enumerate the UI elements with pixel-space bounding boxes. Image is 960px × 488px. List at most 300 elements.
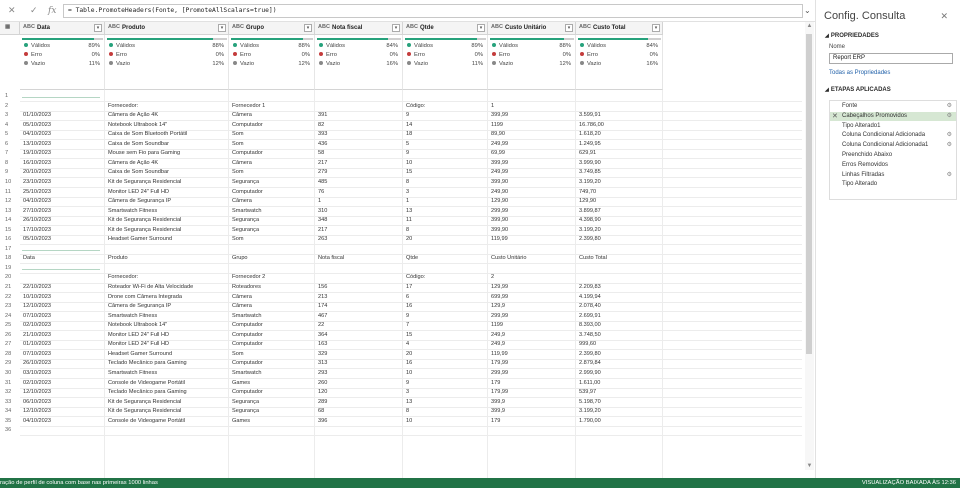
table-cell[interactable]: Segurança — [232, 217, 260, 224]
table-cell[interactable]: 2.078,40 — [579, 303, 601, 310]
table-cell[interactable]: Som — [232, 169, 244, 176]
table-cell[interactable]: 10 — [406, 417, 413, 424]
table-cell[interactable]: Kit de Segurança Residencial — [108, 178, 182, 185]
table-cell[interactable]: Computador — [232, 150, 263, 157]
table-cell[interactable]: Monitor LED 24" Full HD — [108, 341, 170, 348]
table-cell[interactable]: Teclado Mecânico para Gaming — [108, 360, 187, 367]
table-cell[interactable]: Kit de Segurança Residencial — [108, 398, 182, 405]
table-cell[interactable]: 17/10/2023 — [23, 226, 51, 233]
table-cell[interactable] — [229, 426, 315, 435]
table-cell[interactable]: 10 — [406, 159, 413, 166]
table-cell[interactable]: Custo Unitário — [491, 255, 527, 262]
table-cell[interactable]: 8 — [406, 226, 410, 233]
table-cell[interactable] — [576, 426, 663, 435]
table-cell[interactable]: Computador — [232, 188, 263, 195]
type-icon[interactable]: ABC — [318, 24, 330, 30]
table-cell[interactable]: 1 — [318, 198, 322, 205]
table-cell[interactable]: Computador — [232, 360, 263, 367]
table-cell[interactable] — [403, 245, 488, 254]
applied-step-8[interactable] — [830, 180, 956, 190]
table-cell[interactable]: 3.999,90 — [579, 159, 601, 166]
table-cell[interactable]: 12/10/2023 — [23, 408, 51, 415]
table-cell[interactable]: 9 — [406, 112, 410, 119]
table-cell[interactable]: 01/10/2023 — [23, 341, 51, 348]
check-icon[interactable]: ✓ — [30, 6, 38, 16]
table-cell[interactable]: 8.393,00 — [579, 322, 601, 329]
table-cell[interactable] — [315, 426, 403, 435]
gear-icon[interactable]: ⚙ — [946, 112, 952, 119]
table-cell[interactable]: 249,99 — [491, 140, 509, 147]
table-cell[interactable] — [105, 245, 229, 254]
applied-step-6[interactable] — [830, 161, 956, 171]
table-cell[interactable]: Computador — [232, 389, 263, 396]
table-cell[interactable]: 69,99 — [491, 150, 505, 157]
table-cell[interactable]: Kit de Segurança Residencial — [108, 408, 182, 415]
table-cell[interactable]: 22/10/2023 — [23, 284, 51, 290]
table-cell[interactable]: 58 — [318, 150, 325, 157]
table-cell[interactable] — [315, 273, 403, 282]
type-icon[interactable]: ABC — [406, 24, 418, 30]
table-cell[interactable] — [315, 245, 403, 254]
table-cell[interactable]: 76 — [318, 188, 325, 195]
table-cell[interactable]: 399,90 — [491, 217, 509, 224]
chevron-down-icon[interactable]: ▾ — [565, 24, 573, 32]
table-cell[interactable]: Computador — [232, 331, 263, 338]
table-cell[interactable]: 13/10/2023 — [23, 140, 51, 147]
table-cell[interactable]: Câmera de Segurança IP — [108, 198, 172, 205]
vertical-scrollbar[interactable] — [805, 22, 814, 470]
table-cell[interactable]: Som — [232, 350, 244, 357]
table-cell[interactable]: Segurança — [232, 226, 260, 233]
table-cell[interactable]: Som — [232, 236, 244, 243]
table-cell[interactable]: 02/10/2023 — [23, 379, 51, 386]
table-cell[interactable]: 999,60 — [579, 341, 597, 348]
table-cell[interactable]: 4.199,94 — [579, 293, 601, 300]
applied-steps-header[interactable] — [825, 87, 891, 93]
table-cell[interactable]: 2.399,80 — [579, 236, 601, 243]
table-cell[interactable]: 436 — [318, 140, 328, 147]
table-cell[interactable]: 07/10/2023 — [23, 312, 51, 319]
table-cell[interactable]: 279 — [318, 169, 328, 176]
table-cell[interactable]: 26/10/2023 — [23, 217, 51, 224]
table-cell[interactable]: 364 — [318, 331, 328, 338]
type-icon[interactable]: ABC — [232, 24, 244, 30]
table-cell[interactable]: Som — [232, 140, 244, 147]
table-cell[interactable]: 156 — [318, 284, 328, 290]
type-icon[interactable]: ABC — [23, 24, 35, 30]
table-cell[interactable]: 3.899,87 — [579, 207, 601, 214]
table-cell[interactable] — [576, 102, 663, 111]
table-cell[interactable]: 4 — [406, 341, 410, 348]
table-cell[interactable]: Código: — [406, 274, 426, 281]
table-cell[interactable]: Segurança — [232, 178, 260, 185]
table-cell[interactable] — [488, 264, 576, 273]
column-header-2[interactable] — [229, 22, 315, 35]
table-cell[interactable]: 119,99 — [491, 236, 508, 243]
table-cell[interactable]: Câmera — [232, 303, 252, 310]
table-cell[interactable]: 174 — [318, 303, 328, 310]
table-cell[interactable]: Caixa de Som Soundbar — [108, 140, 169, 147]
table-cell[interactable]: Smartwatch Fitness — [108, 207, 158, 214]
table-cell[interactable]: 3 — [406, 188, 410, 195]
applied-step-1[interactable] — [830, 112, 956, 122]
table-cell[interactable]: 10 — [406, 369, 413, 376]
table-cell[interactable] — [315, 264, 403, 273]
table-cell[interactable]: Computador — [232, 341, 263, 348]
table-cell[interactable]: 20 — [406, 236, 413, 243]
table-cell[interactable]: 179 — [491, 417, 501, 424]
chevron-down-icon[interactable]: ▾ — [94, 24, 102, 32]
table-cell[interactable]: 15 — [406, 169, 413, 176]
table-cell[interactable]: 3.199,20 — [579, 226, 601, 233]
table-cell[interactable]: 04/10/2023 — [23, 198, 51, 205]
table-cell[interactable]: 129,90 — [491, 198, 509, 205]
table-cell[interactable]: 21/10/2023 — [23, 331, 51, 338]
table-cell[interactable]: 20/10/2023 — [23, 169, 51, 176]
table-cell[interactable]: 9 — [406, 379, 410, 386]
table-cell[interactable]: 25/10/2023 — [23, 188, 51, 195]
table-cell[interactable]: 129,90 — [579, 198, 597, 205]
table-cell[interactable]: Computador — [232, 121, 263, 128]
column-header-0[interactable] — [20, 22, 105, 35]
table-cell[interactable]: Monitor LED 24" Full HD — [108, 188, 170, 195]
table-cell[interactable]: Notebook Ultrabook 14" — [108, 322, 168, 329]
table-cell[interactable] — [315, 102, 403, 111]
chevron-down-icon[interactable]: ▾ — [392, 24, 400, 32]
table-cell[interactable]: 1199 — [491, 121, 504, 128]
column-header-1[interactable] — [105, 22, 229, 35]
table-cell[interactable]: 1.790,00 — [579, 417, 601, 424]
table-cell[interactable]: 26/10/2023 — [23, 360, 51, 367]
table-cell[interactable]: Console de Videogame Portátil — [108, 417, 186, 424]
table-cell[interactable]: Segurança — [232, 398, 260, 405]
table-cell[interactable]: 217 — [318, 159, 328, 166]
table-cell[interactable] — [229, 92, 315, 101]
scroll-up-icon[interactable]: ▲ — [806, 23, 813, 29]
chevron-down-icon[interactable]: ▾ — [477, 24, 485, 32]
scroll-down-icon[interactable]: ▼ — [806, 463, 813, 469]
table-cell[interactable] — [105, 92, 229, 101]
table-cell[interactable]: 1199 — [491, 322, 504, 329]
table-cell[interactable]: 18 — [406, 131, 413, 138]
table-cell[interactable]: Monitor LED 24" Full HD — [108, 331, 170, 338]
table-cell[interactable]: 20 — [406, 350, 413, 357]
name-input[interactable]: Report ERP — [829, 53, 953, 64]
table-cell[interactable]: 3.599,91 — [579, 112, 601, 119]
table-cell[interactable]: 467 — [318, 312, 328, 319]
table-cell[interactable]: Kit de Segurança Residencial — [108, 217, 182, 224]
formula-input[interactable]: = Table.PromoteHeaders(Fonte, [PromoteAllScalars=true]) — [63, 4, 803, 18]
table-cell[interactable]: 249,9 — [491, 341, 505, 348]
table-cell[interactable]: 17 — [406, 284, 413, 290]
table-cell[interactable]: Código: — [406, 102, 426, 109]
table-cell[interactable]: Custo Total — [579, 255, 607, 262]
table-cell[interactable]: Console de Videogame Portátil — [108, 379, 186, 386]
table-cell[interactable]: Fornecedor: — [108, 274, 139, 281]
table-cell[interactable]: Câmera de Ação 4K — [108, 112, 159, 119]
table-cell[interactable]: Grupo — [232, 255, 248, 262]
table-cell[interactable]: 313 — [318, 360, 328, 367]
table-cell[interactable]: Headset Gamer Surround — [108, 236, 173, 243]
table-cell[interactable]: 299,99 — [491, 369, 509, 376]
close-icon[interactable]: ✕ — [940, 11, 948, 21]
table-cell[interactable]: 485 — [318, 178, 328, 185]
table-cell[interactable]: 699,99 — [491, 293, 509, 300]
column-header-3[interactable] — [315, 22, 403, 35]
table-cell[interactable]: 9 — [406, 312, 410, 319]
table-cell[interactable] — [315, 92, 403, 101]
table-cell[interactable]: Teclado Mecânico para Gaming — [108, 389, 187, 396]
table-cell[interactable] — [20, 102, 105, 111]
table-cell[interactable]: Smartwatch Fitness — [108, 369, 158, 376]
table-cell[interactable]: Mouse sem Fio para Gaming — [108, 150, 181, 157]
table-cell[interactable]: 16 — [406, 303, 413, 310]
table-cell[interactable]: 289 — [318, 398, 328, 405]
table-cell[interactable]: 3.749,85 — [579, 169, 601, 176]
table-cell[interactable]: Smartwatch — [232, 369, 262, 376]
table-cell[interactable]: 129,99 — [491, 284, 509, 290]
table-cell[interactable]: 23/10/2023 — [23, 178, 51, 185]
table-cell[interactable]: 15 — [406, 331, 413, 338]
table-cell[interactable]: Drone com Câmera Integrada — [108, 293, 182, 300]
applied-step-7[interactable] — [830, 171, 956, 181]
applied-step-3[interactable] — [830, 131, 956, 141]
table-cell[interactable]: 13 — [406, 207, 413, 214]
table-cell[interactable]: 179,99 — [491, 389, 509, 396]
table-cell[interactable]: 89,90 — [491, 131, 505, 138]
table-cell[interactable]: 179 — [491, 379, 501, 386]
table-cell[interactable]: Câmera de Segurança IP — [108, 303, 172, 310]
table-cell[interactable]: Smartwatch — [232, 207, 262, 214]
scrollbar-thumb[interactable] — [806, 34, 812, 354]
table-cell[interactable]: 8 — [406, 178, 410, 185]
table-cell[interactable]: Câmera — [232, 112, 252, 119]
table-cell[interactable]: 399,9 — [491, 408, 505, 415]
table-cell[interactable]: 82 — [318, 121, 325, 128]
table-cell[interactable]: 12/10/2023 — [23, 389, 51, 396]
table-cell[interactable]: Roteador Wi-Fi de Alta Velocidade — [108, 284, 194, 290]
table-cell[interactable]: 03/10/2023 — [23, 369, 51, 376]
table-cell[interactable]: 263 — [318, 236, 328, 243]
table-cell[interactable]: 04/10/2023 — [23, 131, 51, 138]
table-cell[interactable]: 1.249,95 — [579, 140, 601, 147]
gear-icon[interactable]: ⚙ — [946, 142, 952, 149]
table-cell[interactable]: 249,99 — [491, 169, 509, 176]
table-cell[interactable]: Caixa de Som Soundbar — [108, 169, 169, 176]
table-cell[interactable]: 329 — [318, 350, 328, 357]
table-cell[interactable]: Smartwatch — [232, 312, 262, 319]
table-cell[interactable]: Notebook Ultrabook 14" — [108, 121, 168, 128]
table-cell[interactable]: Som — [232, 131, 244, 138]
table-cell[interactable]: 19/10/2023 — [23, 150, 51, 157]
table-cell[interactable]: 07/10/2023 — [23, 350, 51, 357]
table-cell[interactable]: Câmera de Ação 4K — [108, 159, 159, 166]
table-cell[interactable]: 629,91 — [579, 150, 597, 157]
table-cell[interactable]: 129,9 — [491, 303, 505, 310]
table-cell[interactable]: 120 — [318, 389, 328, 396]
table-cell[interactable]: 399,9 — [491, 398, 505, 405]
gear-icon[interactable]: ⚙ — [946, 171, 952, 178]
table-cell[interactable] — [105, 264, 229, 273]
table-cell[interactable]: 06/10/2023 — [23, 398, 51, 405]
table-cell[interactable]: 1.611,00 — [579, 379, 601, 386]
table-cell[interactable]: Headset Gamer Surround — [108, 350, 173, 357]
table-cell[interactable]: 749,70 — [579, 188, 597, 195]
table-cell[interactable]: 4.398,90 — [579, 217, 601, 224]
chevron-down-icon[interactable]: ▾ — [218, 24, 226, 32]
table-cell[interactable]: 05/10/2023 — [23, 236, 51, 243]
table-cell[interactable] — [20, 426, 105, 435]
chevron-down-icon[interactable]: ⌄ — [804, 6, 811, 15]
table-cell[interactable]: 3.199,20 — [579, 178, 601, 185]
table-cell[interactable]: 3 — [406, 389, 410, 396]
table-cell[interactable]: 2.699,91 — [579, 312, 601, 319]
table-cell[interactable]: Kit de Segurança Residencial — [108, 226, 182, 233]
table-cell[interactable]: 179,99 — [491, 360, 509, 367]
table-cell[interactable]: Roteadores — [232, 284, 261, 290]
table-cell[interactable] — [576, 264, 663, 273]
table-cell[interactable]: 3.199,20 — [579, 408, 601, 415]
table-cell[interactable]: 249,9 — [491, 331, 505, 338]
table-cell[interactable]: 5 — [406, 140, 410, 147]
table-cell[interactable]: 2.209,83 — [579, 284, 601, 290]
table-cell[interactable]: 293 — [318, 369, 328, 376]
table-cell[interactable]: Caixa de Som Bluetooth Portátil — [108, 131, 188, 138]
table-cell[interactable]: 399,90 — [491, 178, 509, 185]
gear-icon[interactable]: ⚙ — [946, 132, 952, 139]
table-cell[interactable]: 2 — [491, 274, 495, 281]
table-cell[interactable]: Games — [232, 417, 251, 424]
table-cell[interactable] — [403, 264, 488, 273]
table-cell[interactable] — [105, 426, 229, 435]
type-icon[interactable]: ABC — [108, 24, 120, 30]
table-cell[interactable]: 5.198,70 — [579, 398, 601, 405]
table-cell[interactable]: Câmera — [232, 159, 252, 166]
applied-step-2[interactable] — [830, 122, 956, 132]
table-cell[interactable]: 2.399,80 — [579, 350, 601, 357]
table-cell[interactable] — [488, 92, 576, 101]
fx-icon[interactable]: fx — [48, 6, 57, 16]
close-icon[interactable]: ✕ — [8, 6, 16, 16]
table-cell[interactable]: 10/10/2023 — [23, 293, 51, 300]
table-cell[interactable]: Câmera — [232, 293, 252, 300]
table-cell[interactable] — [488, 245, 576, 254]
table-cell[interactable]: 13 — [406, 398, 413, 405]
table-cell[interactable] — [229, 264, 315, 273]
column-header-5[interactable] — [488, 22, 576, 35]
table-cell[interactable]: 04/10/2023 — [23, 417, 51, 424]
table-cell[interactable]: 399,99 — [491, 159, 509, 166]
table-cell[interactable]: 310 — [318, 207, 328, 214]
applied-step-5[interactable] — [830, 151, 956, 161]
column-header-4[interactable] — [403, 22, 488, 35]
table-cell[interactable]: Fornecedor 2 — [232, 274, 266, 281]
table-cell[interactable]: 16 — [406, 360, 413, 367]
table-cell[interactable] — [403, 426, 488, 435]
table-cell[interactable]: 249,90 — [491, 188, 509, 195]
table-cell[interactable] — [576, 92, 663, 101]
table-cell[interactable]: 1 — [491, 102, 495, 109]
table-cell[interactable]: Qtde — [406, 255, 419, 262]
table-cell[interactable]: 391 — [318, 112, 328, 119]
table-cell[interactable]: 399,99 — [491, 112, 509, 119]
applied-step-0[interactable] — [830, 102, 956, 112]
table-cell[interactable]: 2.879,84 — [579, 360, 601, 367]
table-cell[interactable]: Segurança — [232, 408, 260, 415]
table-cell[interactable]: 163 — [318, 341, 328, 348]
table-cell[interactable]: Produto — [108, 255, 128, 262]
table-cell[interactable]: 7 — [406, 322, 410, 329]
table-cell[interactable]: Fornecedor 1 — [232, 102, 266, 109]
table-cell[interactable]: 217 — [318, 226, 328, 233]
type-icon[interactable]: ABC — [491, 24, 503, 30]
table-cell[interactable] — [576, 273, 663, 282]
table-cell[interactable]: 05/10/2023 — [23, 121, 51, 128]
table-cell[interactable]: Games — [232, 379, 251, 386]
table-cell[interactable]: 27/10/2023 — [23, 207, 51, 214]
table-cell[interactable]: 14 — [406, 121, 413, 128]
table-cell[interactable]: 11 — [406, 217, 412, 224]
table-cell[interactable]: 299,99 — [491, 312, 509, 319]
table-cell[interactable]: 22 — [318, 322, 325, 329]
table-cell[interactable]: 393 — [318, 131, 328, 138]
table-cell[interactable]: 396 — [318, 417, 328, 424]
table-cell[interactable] — [20, 273, 105, 282]
table-cell[interactable] — [229, 245, 315, 254]
table-cell[interactable]: Data — [23, 255, 35, 262]
table-cell[interactable] — [576, 245, 663, 254]
table-cell[interactable]: Smartwatch Fitness — [108, 312, 158, 319]
table-cell[interactable]: Computador — [232, 322, 263, 329]
table-cell[interactable]: 68 — [318, 408, 325, 415]
table-cell[interactable]: 119,99 — [491, 350, 508, 357]
table-cell[interactable]: 16/10/2023 — [23, 159, 51, 166]
table-cell[interactable]: 6 — [406, 293, 410, 300]
table-cell[interactable]: 12/10/2023 — [23, 303, 51, 310]
table-cell[interactable]: 348 — [318, 217, 328, 224]
properties-header[interactable] — [825, 33, 879, 39]
type-icon[interactable]: ABC — [579, 24, 591, 30]
gear-icon[interactable]: ⚙ — [946, 103, 952, 109]
table-cell[interactable]: 3.748,50 — [579, 331, 601, 338]
applied-step-4[interactable] — [830, 141, 956, 151]
table-cell[interactable]: 8 — [406, 408, 410, 415]
table-cell[interactable]: Fornecedor: — [108, 102, 139, 109]
table-cell[interactable]: 16.786,00 — [579, 121, 604, 128]
table-cell[interactable]: 1 — [406, 198, 410, 205]
table-cell[interactable]: 02/10/2023 — [23, 322, 51, 329]
table-cell[interactable]: 01/10/2023 — [23, 112, 51, 119]
table-cell[interactable]: Nota fiscal — [318, 255, 345, 262]
column-header-6[interactable] — [576, 22, 663, 35]
table-cell[interactable]: 2.999,90 — [579, 369, 601, 376]
table-cell[interactable] — [403, 92, 488, 101]
delete-step-icon[interactable]: ✕ — [832, 112, 838, 120]
chevron-down-icon[interactable]: ▾ — [304, 24, 312, 32]
all-properties-link[interactable]: Todas as Propriedades — [829, 70, 891, 76]
table-cell[interactable] — [488, 426, 576, 435]
table-cell[interactable]: 213 — [318, 293, 328, 300]
table-cell[interactable]: 299,99 — [491, 207, 509, 214]
table-menu-button[interactable] — [0, 22, 20, 35]
table-cell[interactable]: 539,97 — [579, 389, 597, 396]
table-cell[interactable]: 9 — [406, 150, 410, 157]
table-cell[interactable]: 399,90 — [491, 226, 509, 233]
chevron-down-icon[interactable]: ▾ — [652, 24, 660, 32]
table-cell[interactable]: Câmera — [232, 198, 252, 205]
table-cell[interactable]: 260 — [318, 379, 328, 386]
table-cell[interactable]: 1.618,20 — [579, 131, 601, 138]
